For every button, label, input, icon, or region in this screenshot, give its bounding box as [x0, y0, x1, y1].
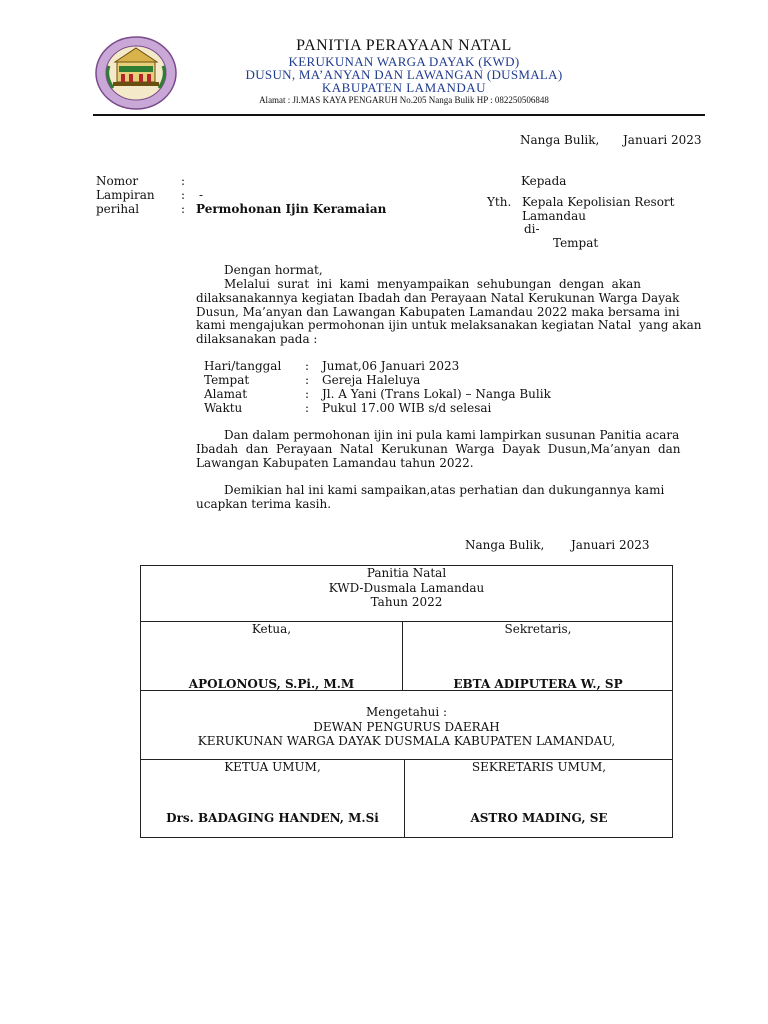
para1-line3: Dusun, Ma’anyan dan Lawangan Kabupaten Lamandau 2022 maka bersama ini — [196, 305, 680, 319]
sekretaris-name: EBTA ADIPUTERA W., SP — [453, 677, 623, 691]
detail-label-waktu: Waktu — [204, 401, 243, 415]
committee-line3: Tahun 2022 — [370, 595, 443, 609]
para2-line2: Ibadah dan Perayaan Natal Kerukunan Warga Dayak Dusun,Ma’anyan dan — [196, 442, 681, 456]
ketua-umum-name: Drs. BADAGING HANDEN, M.Si — [166, 811, 379, 825]
para2-line3: Lawangan Kabupaten Lamandau tahun 2022. — [196, 456, 474, 470]
sekretaris-umum-title: SEKRETARIS UMUM, — [471, 760, 607, 774]
detail-value-waktu: Pukul 17.00 WIB s/d selesai — [322, 401, 492, 415]
para3-line1: Demikian hal ini kami sampaikan,atas perhatian dan dukungannya kami — [224, 483, 665, 497]
mengetahui-line1: Mengetahui : — [365, 705, 448, 719]
ketua-umum-title: KETUA UMUM, — [224, 760, 321, 774]
detail-label-alamat: Alamat — [204, 387, 248, 401]
signature-table — [140, 565, 673, 838]
letterhead-line2: KERUKUNAN WARGA DAYAK (KWD) — [288, 54, 520, 69]
committee-header-lines — [141, 566, 672, 610]
nomor-label: Nomor — [96, 174, 139, 188]
recipient-line3: di- — [524, 222, 540, 236]
para1-line1: Melalui surat ini kami menyampaikan sehubungan dengan akan — [224, 277, 641, 291]
detail-value-tempat: Gereja Haleluya — [322, 373, 421, 387]
detail-colon-alamat: : — [305, 387, 310, 401]
date-place-bottom: Nanga Bulik, — [465, 538, 545, 552]
detail-label-hari: Hari/tanggal — [204, 359, 282, 373]
sekretaris-title: Sekretaris, — [504, 622, 572, 636]
recipient-kepada: Kepada — [521, 174, 567, 188]
perihal-label: perihal — [96, 202, 140, 216]
perihal-colon: : — [181, 202, 186, 216]
perihal-value: Permohonan Ijin Keramaian — [196, 202, 387, 216]
date-place-top: Nanga Bulik, — [520, 133, 600, 147]
ketua-title: Ketua, — [251, 622, 292, 636]
lampiran-label: Lampiran — [96, 188, 155, 202]
recipient-line1: Kepala Kepolisian Resort — [522, 195, 675, 209]
para1-line2: dilaksanakannya kegiatan Ibadah dan Perayaan Natal Kerukunan Warga Dayak — [196, 291, 680, 305]
committee-line1: Panitia Natal — [366, 566, 447, 580]
mengetahui-block — [141, 705, 672, 749]
detail-value-hari: Jumat,06 Januari 2023 — [322, 359, 460, 373]
organization-logo — [95, 36, 177, 110]
para1-line5: dilaksanakan pada : — [196, 332, 318, 346]
detail-label-tempat: Tempat — [204, 373, 250, 387]
letterhead-line4: KABUPATEN LAMANDAU — [321, 80, 487, 95]
recipient-line4: Tempat — [553, 236, 599, 250]
para2-line1: Dan dalam permohonan ijin ini pula kami lampirkan susunan Panitia acara — [224, 428, 680, 442]
date-bottom: Januari 2023 — [571, 538, 650, 552]
recipient-line2: Lamandau — [522, 209, 586, 223]
sekretaris-umum-name: ASTRO MADING, SE — [470, 811, 608, 825]
letterhead-divider — [93, 114, 705, 116]
committee-line2: KWD-Dusmala Lamandau — [328, 580, 485, 595]
nomor-colon: : — [181, 174, 186, 188]
detail-colon-hari: : — [305, 359, 310, 373]
mengetahui-line2: DEWAN PENGURUS DAERAH — [313, 719, 500, 734]
para1-line4: kami mengajukan permohonan ijin untuk melaksanakan kegiatan Natal yang akan — [196, 318, 702, 332]
greeting: Dengan hormat, — [224, 263, 323, 277]
mengetahui-line3: KERUKUNAN WARGA DAYAK DUSMALA KABUPATEN LAMANDAU, — [197, 734, 616, 748]
ketua-name: APOLONOUS, S.Pi., M.M — [188, 677, 355, 691]
lampiran-value: - — [199, 188, 204, 202]
recipient-yth: Yth. — [487, 195, 512, 209]
letterhead-line3: DUSUN, MA’ANYAN DAN LAWANGAN (DUSMALA) — [245, 67, 563, 82]
detail-colon-tempat: : — [305, 373, 310, 387]
date-top: Januari 2023 — [623, 133, 702, 147]
detail-colon-waktu: : — [305, 401, 310, 415]
letterhead-address: Alamat : Jl.MAS KAYA PENGARUH No.205 Nanga Bulik HP : 082250506848 — [259, 95, 549, 105]
lampiran-colon: : — [181, 188, 186, 202]
letterhead-title: PANITIA PERAYAAN NATAL — [296, 37, 512, 54]
para3-line2: ucapkan terima kasih. — [196, 497, 332, 511]
detail-value-alamat: Jl. A Yani (Trans Lokal) – Nanga Bulik — [322, 387, 551, 401]
